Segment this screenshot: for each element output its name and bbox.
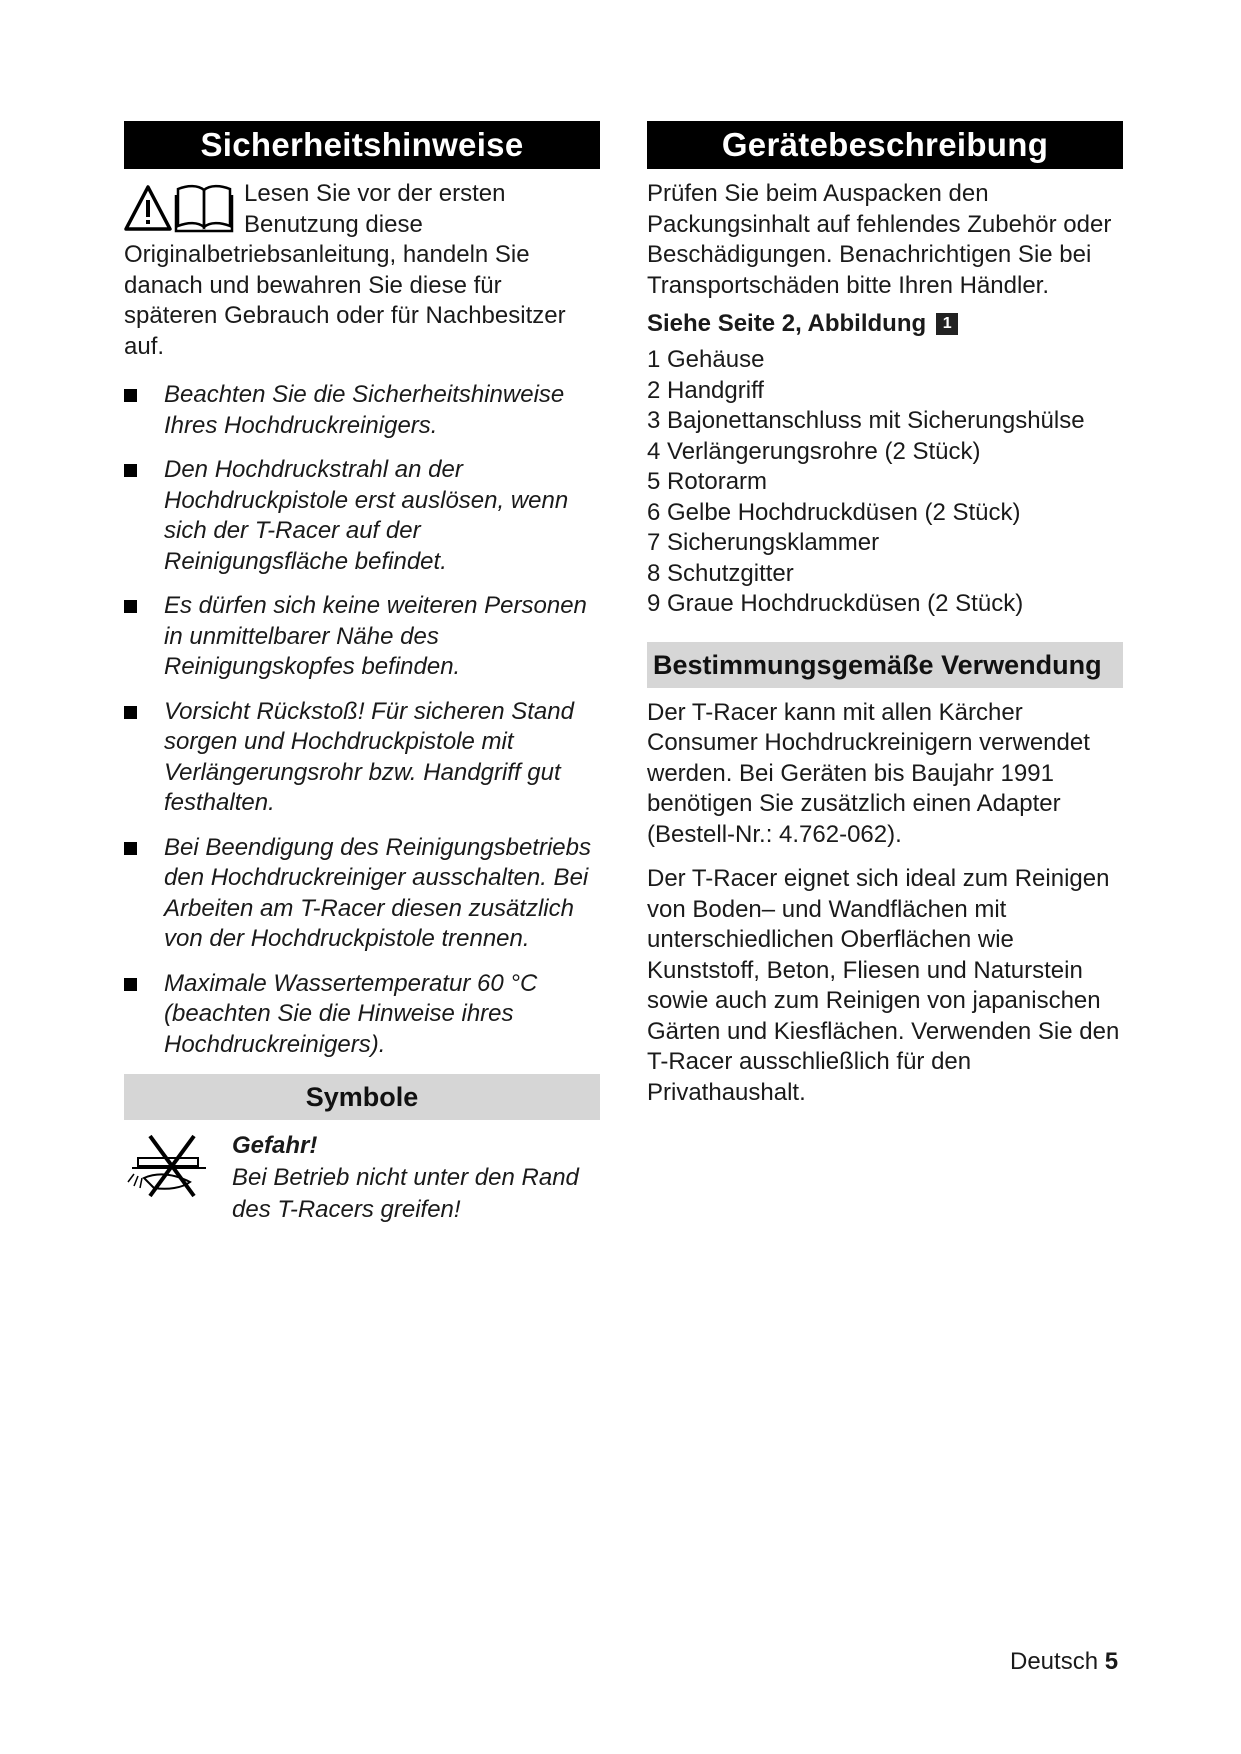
right-column <box>647 121 1123 1108</box>
list-item: Vorsicht Rückstoß! Für sicheren Stand sorgen und Hochdruckpistole mit Verlängerungsrohr bzw. Handgriff gut festhalten. <box>124 697 600 819</box>
figure-reference-text: Siehe Seite 2, Abbildung <box>647 310 927 337</box>
device-intro-text: Prüfen Sie beim Auspacken den Packungsinhalt auf fehlendes Zubehör oder Beschädigungen. Benachrichtigen Sie bei Transportschäden bitte Ihren Händler. <box>647 180 1112 299</box>
bullet-square-icon <box>124 464 137 477</box>
page-footer <box>1010 1648 1118 1676</box>
safety-intro-text: Lesen Sie vor der ersten Benutzung diese Originalbetriebsanleitung, handeln Sie danach und bewahren Sie diese für späteren Gebrauch oder für Nachbesitzer auf. <box>124 180 566 360</box>
list-item: 2 Handgriff <box>647 376 764 404</box>
bullet-square-icon <box>124 389 137 402</box>
list-item: 5 Rotorarm <box>647 468 768 495</box>
list-item: Beachten Sie die Sicherheitshinweise Ihres Hochdruckreinigers. <box>124 380 600 441</box>
symbols-header: Symbole <box>124 1074 600 1120</box>
figure-reference <box>647 309 1123 339</box>
safety-bullet-list <box>124 380 600 1060</box>
list-item: 3 Bajonettanschluss mit Sicherungshülse <box>647 407 1085 434</box>
bullet-square-icon <box>124 978 137 991</box>
danger-title: Gefahr! <box>232 1132 318 1159</box>
danger-text-block <box>232 1130 600 1226</box>
list-item: Es dürfen sich keine weiteren Personen in unmittelbarer Nähe des Reinigungskopfes befinden. <box>124 591 600 683</box>
list-item: Maximale Wassertemperatur 60 °C (beachten Sie die Hinweise ihres Hochdruckreinigers). <box>124 969 600 1061</box>
list-item: 7 Sicherungsklammer <box>647 529 880 556</box>
no-hand-under-rim-icon <box>124 1130 214 1210</box>
intended-use-header: Bestimmungsgemäße Verwendung <box>647 642 1123 688</box>
list-item: 6 Gelbe Hochdruckdüsen (2 Stück) <box>647 498 1021 526</box>
safety-intro <box>124 179 600 362</box>
list-item: 9 Graue Hochdruckdüsen (2 Stück) <box>647 590 1024 617</box>
list-item: 8 Schutzgitter <box>647 559 794 587</box>
list-item: Den Hochdruckstrahl an der Hochdruckpistole erst auslösen, wenn sich der T-Racer auf der Reinigungsfläche befindet. <box>124 455 600 577</box>
intended-use-paragraph-1: Der T-Racer kann mit allen Kärcher Consumer Hochdruckreinigern verwendet werden. Bei Geräten bis Baujahr 1991 benötigen Sie zusätzlich einen Adapter (Bestell-Nr.: 4.762-062). <box>647 698 1090 848</box>
bullet-square-icon <box>124 706 137 719</box>
danger-symbol-row <box>124 1130 600 1226</box>
device-description-header: Gerätebeschreibung <box>647 121 1123 169</box>
bullet-square-icon <box>124 600 137 613</box>
left-column <box>124 121 600 1226</box>
parts-list <box>647 345 1123 620</box>
danger-text: Bei Betrieb nicht unter den Rand des T-Racers greifen! <box>232 1164 579 1223</box>
warning-manual-icon <box>124 181 238 235</box>
bullet-square-icon <box>124 842 137 855</box>
figure-number-badge: 1 <box>936 313 958 335</box>
list-item: Bei Beendigung des Reinigungsbetriebs den Hochdruckreiniger ausschalten. Bei Arbeiten am T-Racer diesen zusätzlich von der Hochdruckpistole trennen. <box>124 833 600 955</box>
intended-use-paragraph-2: Der T-Racer eignet sich ideal zum Reinigen von Boden– und Wandflächen mit unterschiedlichen Oberflächen wie Kunststoff, Beton, Fliesen und Naturstein sowie auch zum Reinigen von japanischen Gärten und Kiesflächen. Verwenden Sie den T-Racer ausschließlich für den Privathaushalt. <box>647 865 1120 1106</box>
footer-language: Deutsch <box>1010 1648 1099 1675</box>
page-number: 5 <box>1104 1648 1119 1675</box>
safety-header: Sicherheitshinweise <box>124 121 600 169</box>
list-item: 4 Verlängerungsrohre (2 Stück) <box>647 437 981 465</box>
list-item: 1 Gehäuse <box>647 346 765 373</box>
